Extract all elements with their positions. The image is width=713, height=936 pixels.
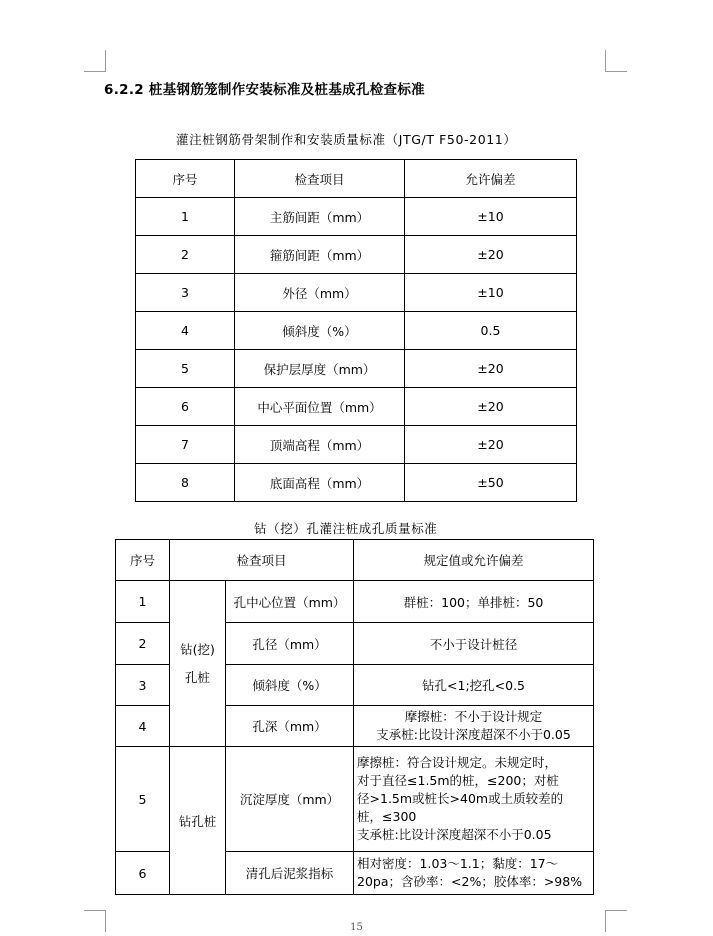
page-number: 15 [350,922,363,933]
check-item: 保护层厚度（mm） [235,350,405,388]
tolerance: ±10 [405,274,577,312]
requirement-line: 摩擦桩：不小于设计规定 [404,709,543,724]
tolerance: ±20 [405,236,577,274]
requirement: 群桩：100；单排桩：50 [354,581,594,623]
header-cell: 序号 [136,160,235,198]
check-item: 孔中心位置（mm） [226,581,354,623]
check-item: 底面高程（mm） [235,464,405,502]
check-item: 孔深（mm） [226,706,354,747]
section-heading: 6.2.2 桩基钢筋笼制作安装标准及桩基成孔检查标准 [104,82,425,98]
table-header-row [136,160,577,198]
bored-pile-hole-quality-table [115,539,594,895]
table-row [116,581,594,623]
crop-mark-top-left [105,50,106,72]
requirement-line: 支承桩:比设计深度超深不小于0.05 [357,827,552,842]
crop-mark-top-right [605,71,627,72]
check-item: 顶端高程（mm） [235,426,405,464]
tolerance: ±20 [405,350,577,388]
row-number: 4 [116,706,170,747]
check-item: 孔径（mm） [226,623,354,665]
requirement-line: 20pa；含砂率：<2%；胶体率：>98% [357,874,583,889]
tolerance: 0.5 [405,312,577,350]
row-number: 3 [136,274,235,312]
table-row [136,312,577,350]
table2-caption: 钻（挖）孔灌注桩成孔质量标准 [254,521,438,536]
crop-mark-bottom-right [605,910,627,911]
table-row [136,236,577,274]
table1-caption: 灌注桩钢筋骨架制作和安装质量标准（JTG/T F50-2011） [176,132,517,147]
tolerance: ±20 [405,388,577,426]
tolerance: ±20 [405,426,577,464]
table-row [136,426,577,464]
table-header-row [116,540,594,581]
row-number: 8 [136,464,235,502]
rebar-cage-quality-table [135,159,577,502]
crop-mark-top-left [84,71,106,72]
header-cell: 检查项目 [170,540,354,581]
row-number: 6 [136,388,235,426]
check-item: 主筋间距（mm） [235,198,405,236]
table-row [136,350,577,388]
requirement-line: 径>1.5m或桩长>40m或土质较差的 [357,791,564,806]
check-item: 清孔后泥浆指标 [226,852,354,895]
requirement-cell [354,706,594,747]
header-cell: 允许偏差 [405,160,577,198]
pile-group-cell [170,581,226,747]
requirement-line: 桩，≤300 [357,809,417,824]
row-number: 7 [136,426,235,464]
row-number: 2 [116,623,170,665]
pile-group-label: 钻(挖) [180,641,215,657]
row-number: 2 [136,236,235,274]
table-row [136,198,577,236]
row-number: 1 [136,198,235,236]
header-cell: 规定值或允许偏差 [354,540,594,581]
requirement-line: 摩擦桩：符合设计规定。未规定时， [357,755,558,770]
requirement-cell [354,852,594,895]
requirement: 钻孔<1;挖孔<0.5 [354,665,594,706]
requirement-line: 相对密度：1.03～1.1；黏度：17～ [357,856,559,871]
check-item: 沉淀厚度（mm） [226,747,354,852]
table-row [136,464,577,502]
pile-group-cell: 钻孔桩 [170,747,226,895]
row-number: 1 [116,581,170,623]
requirement-cell [354,747,594,852]
requirement-line: 支承桩:比设计深度超深不小于0.05 [376,727,571,742]
header-cell: 序号 [116,540,170,581]
row-number: 6 [116,852,170,895]
check-item: 中心平面位置（mm） [235,388,405,426]
row-number: 3 [116,665,170,706]
crop-mark-top-right [605,50,606,72]
pile-group-label: 孔桩 [184,669,210,685]
table-row [116,747,594,852]
crop-mark-bottom-left [84,910,106,911]
table-row [136,388,577,426]
table-row [136,274,577,312]
tolerance: ±10 [405,198,577,236]
check-item: 倾斜度（%） [226,665,354,706]
requirement-line: 对于直径≤1.5m的桩，≤200；对桩 [357,773,559,788]
check-item: 箍筋间距（mm） [235,236,405,274]
check-item: 外径（mm） [235,274,405,312]
tolerance: ±50 [405,464,577,502]
row-number: 5 [116,747,170,852]
check-item: 倾斜度（%） [235,312,405,350]
row-number: 4 [136,312,235,350]
header-cell: 检查项目 [235,160,405,198]
requirement: 不小于设计桩径 [354,623,594,665]
row-number: 5 [136,350,235,388]
